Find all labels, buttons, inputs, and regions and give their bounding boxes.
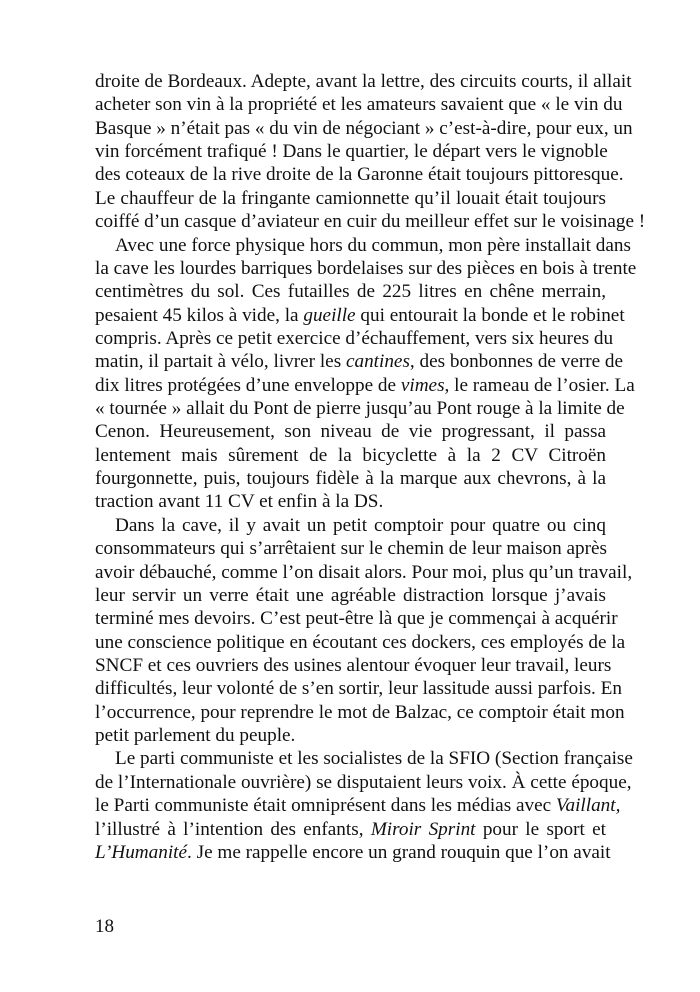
text-line bbox=[95, 117, 633, 140]
text-span: « tournée » allait du Pont de pierre jusqu’au Pont rouge à la limite de bbox=[95, 398, 625, 420]
text-line bbox=[95, 327, 614, 350]
text-span: avoir débauché bbox=[95, 561, 212, 583]
paragraph bbox=[95, 514, 633, 748]
italic-text: Vaillant, bbox=[555, 795, 621, 817]
text-span: dix litres protégées d’une enveloppe de bbox=[95, 374, 401, 396]
text-span: Cenon. Heureusement, son niveau de vie progressant, il passa bbox=[95, 421, 606, 443]
italic-text: Miroir Sprint bbox=[370, 818, 476, 840]
text-span: leur servir un verre était une agréable distraction lorsque j’avais bbox=[95, 584, 606, 606]
text-line bbox=[95, 374, 635, 397]
text-line bbox=[95, 70, 632, 93]
paragraph bbox=[95, 234, 637, 514]
text-span: centimètres du sol. Ces futailles de 225 litres en chêne merrain, bbox=[95, 281, 606, 303]
text-span: Le chauffeur de la fringante camionnette qu’il louait était toujours bbox=[95, 187, 606, 209]
text-span: , des bonbonnes de verre de bbox=[409, 351, 624, 373]
page-number: 18 bbox=[95, 916, 114, 937]
text-line bbox=[95, 187, 606, 210]
text-line bbox=[95, 537, 606, 560]
text-span: matin, il partait à vélo, livrer les bbox=[95, 351, 346, 373]
text-line bbox=[95, 420, 606, 443]
text-line bbox=[95, 677, 622, 700]
text-line bbox=[95, 514, 606, 537]
text-line bbox=[95, 163, 624, 186]
text-span: l’occurrence, pour reprendre le mot de Balzac, ce comptoir était mon bbox=[95, 701, 625, 723]
text-span: consommateurs qui s’arrêtaient sur le chemin de leur maison après bbox=[95, 538, 608, 560]
text-line bbox=[95, 654, 612, 677]
text-line bbox=[95, 397, 625, 420]
text-line bbox=[95, 140, 606, 163]
text-line bbox=[95, 771, 632, 794]
text-line bbox=[95, 561, 633, 584]
text-line bbox=[95, 724, 606, 747]
text-span: le Parti communiste était omniprésent dans les médias avec bbox=[95, 795, 556, 817]
italic-text: vimes bbox=[400, 374, 445, 396]
text-line bbox=[95, 631, 626, 654]
text-line bbox=[95, 93, 623, 116]
text-span: la cave les lourdes barriques bordelaises sur des pièces en bois à trente bbox=[95, 257, 637, 279]
text-span: SNCF et ces ouvriers des usines alentour évoquer leur travail, leurs bbox=[95, 654, 612, 676]
text-span: acheter son vin à la propriété et les amateurs savaient que « le vin du bbox=[95, 94, 623, 116]
italic-text: , bbox=[211, 561, 217, 583]
text-span: qui entourait la bonde et le robinet bbox=[355, 304, 625, 326]
text-span: de l’Internationale ouvrière) se disputaient leurs voix. À cette époque, bbox=[95, 771, 632, 793]
text-line bbox=[95, 257, 637, 280]
text-span: traction avant 11 CV et enfin à la DS. bbox=[95, 491, 384, 513]
text-span: vin forcément trafiqué ! Dans le quartier, le départ vers le vignoble bbox=[95, 141, 608, 163]
text-span: , le rameau de l’osier. La bbox=[444, 374, 635, 396]
text-line bbox=[95, 210, 646, 233]
paragraph bbox=[95, 70, 646, 234]
text-line bbox=[95, 818, 606, 841]
text-line bbox=[95, 350, 624, 373]
text-line bbox=[95, 794, 621, 817]
text-span: des coteaux de la rive droite de la Garonne était toujours pittoresque. bbox=[95, 164, 624, 186]
text-line bbox=[95, 444, 606, 467]
text-line bbox=[95, 747, 633, 770]
text-span: lentement mais sûrement de la bicyclette à la 2 CV Citroën bbox=[95, 444, 606, 466]
italic-text: gueille bbox=[303, 304, 356, 326]
text-line bbox=[95, 467, 606, 490]
text-span: pour le sport et bbox=[475, 818, 606, 840]
text-span: Basque » n’était pas « du vin de négociant » c’est-à-dire, pour eux, un bbox=[95, 117, 633, 139]
page-body bbox=[95, 70, 646, 864]
text-span: une conscience politique en écoutant ces dockers, ces employés de la bbox=[95, 631, 626, 653]
text-span: petit parlement du peuple. bbox=[95, 725, 296, 747]
text-line bbox=[95, 490, 606, 513]
text-span: Avec une force physique hors du commun, mon père installait dans bbox=[115, 234, 631, 256]
text-line bbox=[95, 584, 606, 607]
text-span: fourgonnette, puis, toujours fidèle à la marque aux chevrons, à la bbox=[95, 468, 606, 490]
paragraph bbox=[95, 747, 633, 864]
text-line bbox=[95, 280, 606, 303]
text-span: droite de Bordeaux. Adepte, avant la lettre, des circuits courts, il allait bbox=[95, 71, 632, 92]
italic-text: L’Humanité bbox=[95, 841, 188, 863]
text-line bbox=[95, 841, 611, 864]
italic-text: cantines bbox=[345, 351, 410, 373]
text-span: Le parti communiste et les socialistes de la SFIO (Section française bbox=[115, 748, 633, 770]
text-span: l’illustré à l’intention des enfants, bbox=[95, 818, 371, 840]
text-span: Dans la cave, il y avait un petit comptoir pour quatre ou cinq bbox=[115, 514, 606, 536]
text-span: comme l’on disait alors. Pour moi, plus qu’un travail, bbox=[216, 561, 633, 583]
text-span: pesaient 45 kilos à vide, la bbox=[95, 304, 304, 326]
text-line bbox=[95, 304, 625, 327]
text-line bbox=[95, 234, 631, 257]
text-line bbox=[95, 607, 618, 630]
text-line bbox=[95, 701, 625, 724]
text-span: coiffé d’un casque d’aviateur en cuir du meilleur effet sur le voisinage ! bbox=[95, 211, 646, 233]
text-span: terminé mes devoirs. C’est peut-être là que je commençai à acquérir bbox=[95, 608, 618, 630]
text-span: . Je me rappelle encore un grand rouquin que l’on avait bbox=[187, 841, 611, 863]
text-span: compris. Après ce petit exercice d’échauffement, vers six heures du bbox=[95, 327, 614, 349]
text-span: difficultés, leur volonté de s’en sortir, leur lassitude aussi parfois. En bbox=[95, 678, 622, 700]
